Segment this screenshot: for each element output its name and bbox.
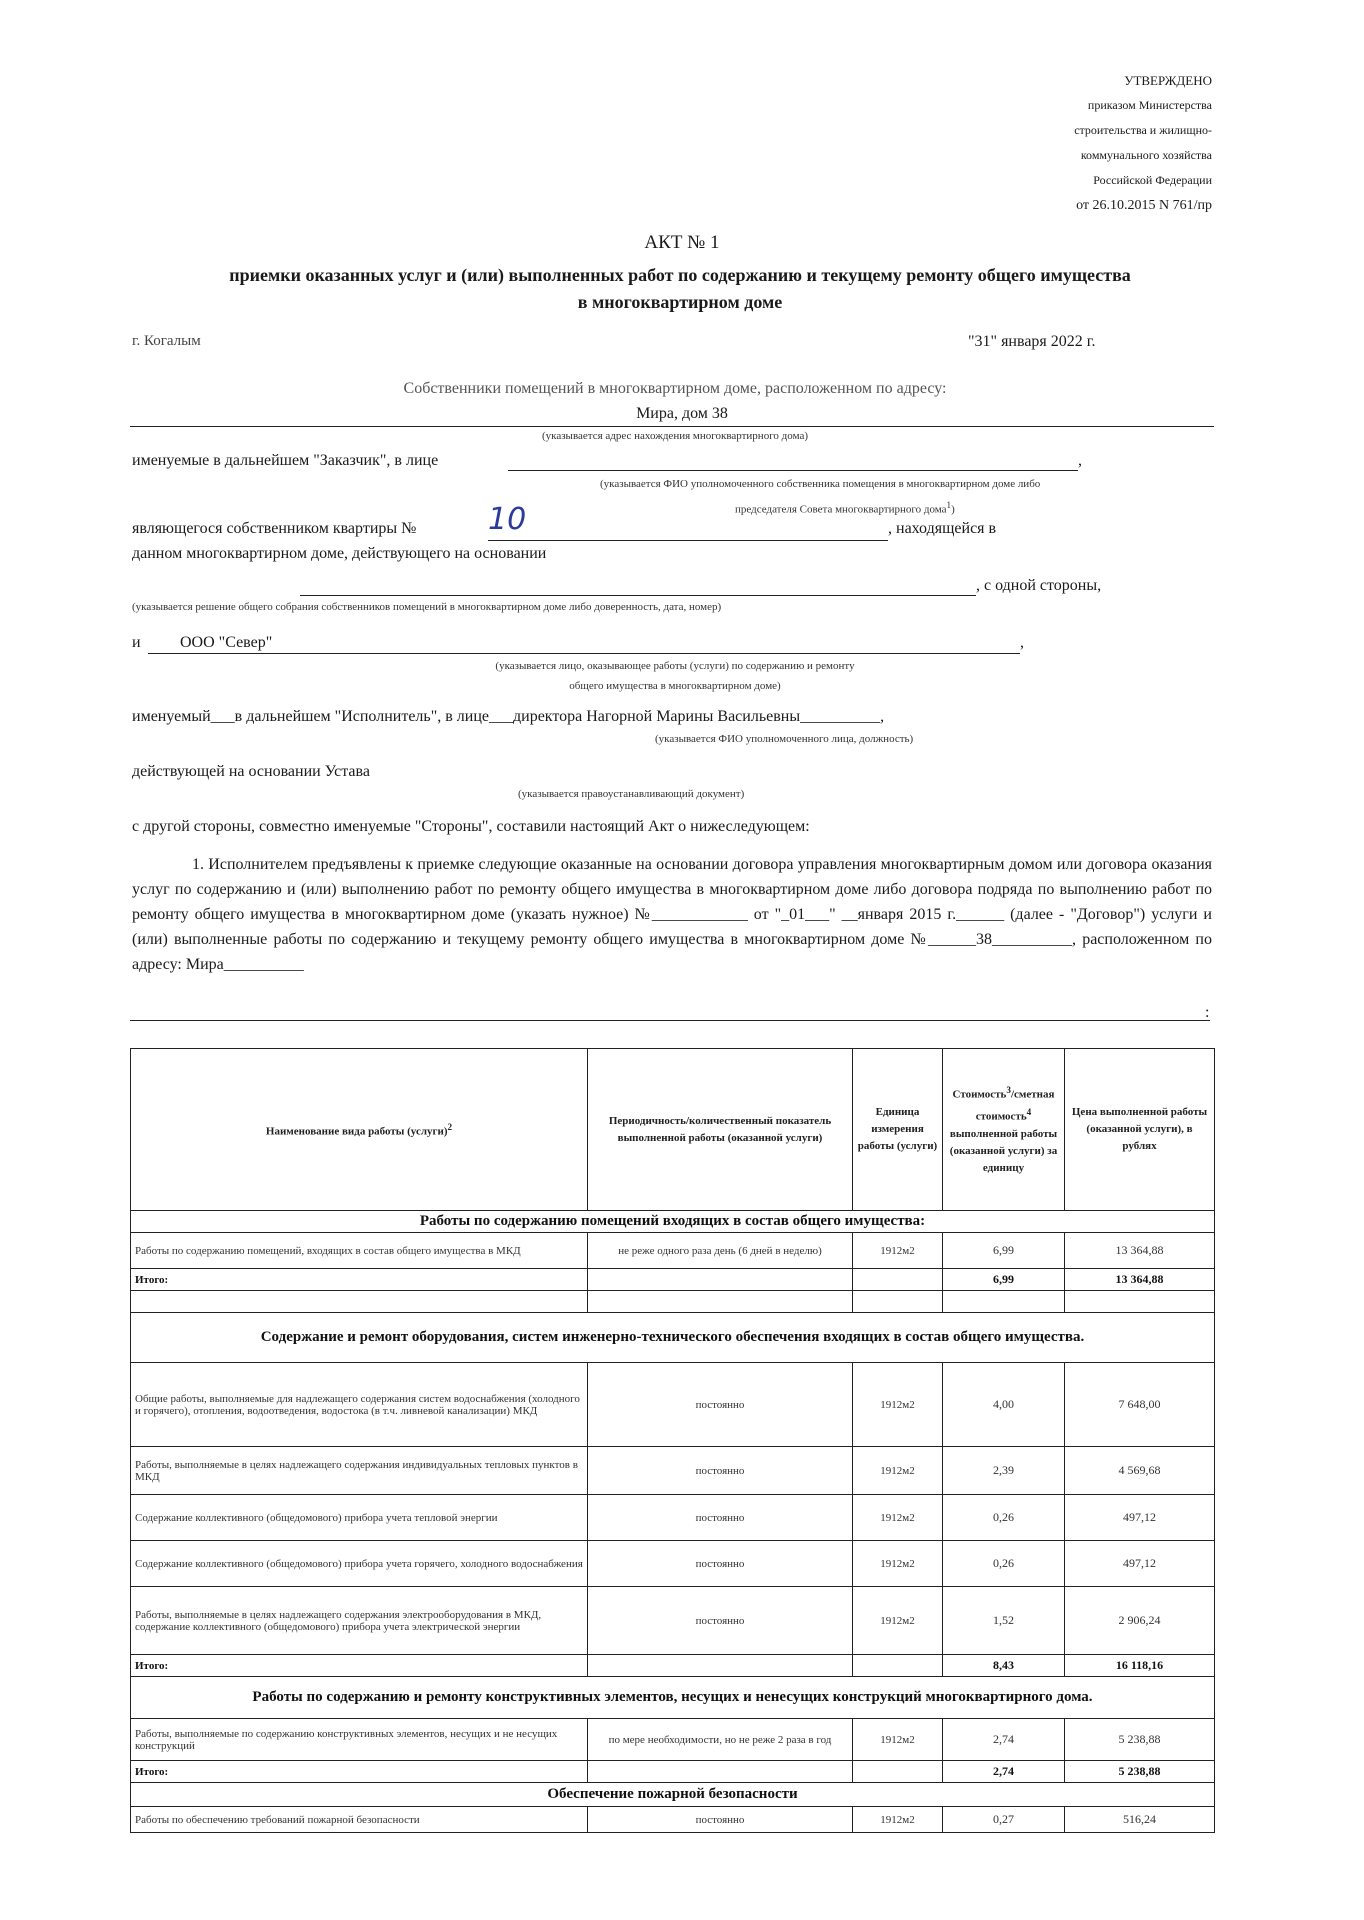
basis-hint: (указывается решение общего собрания собственников помещений в многоквартирном доме либо доверенность, дата, номер) [132, 601, 722, 613]
owner-apartment-text: являющегося собственником квартиры № [132, 520, 417, 537]
section-title: Работы по содержанию и ремонту конструктивных элементов, несущих и ненесущих конструкций многоквартирного дома. [131, 1677, 1215, 1719]
total-price: 13 364,88 [1065, 1269, 1215, 1291]
total-price: 16 118,16 [1065, 1655, 1215, 1677]
row-name: Содержание коллективного (общедомового) прибора учета горячего, холодного водоснабжения [131, 1541, 588, 1587]
approval-block [952, 68, 1212, 218]
customer-hint: (указывается ФИО уполномоченного собственника помещения в многоквартирном доме либо [600, 478, 1041, 490]
row-price: 2 906,24 [1065, 1587, 1215, 1655]
contractor-underline [148, 653, 1020, 654]
contractor-hint: общего имущества в многоквартирном доме) [569, 680, 781, 692]
approved-line: строительства и жилищно- [1074, 123, 1212, 137]
row-period: постоянно [588, 1541, 853, 1587]
row-name: Содержание коллективного (общедомового) прибора учета тепловой энергии [131, 1495, 588, 1541]
section-title: Обеспечение пожарной безопасности [131, 1783, 1215, 1807]
basis-underline [300, 595, 976, 596]
apartment-number: 10 [488, 502, 527, 537]
header-unit: Единица измерения работы (услуги) [853, 1049, 943, 1211]
header-name [131, 1049, 588, 1211]
row-cost: 0,26 [943, 1495, 1065, 1541]
row-price: 7 648,00 [1065, 1363, 1215, 1447]
header-period: Периодичность/количественный показатель выполненной работы (оказанной услуги) [588, 1049, 853, 1211]
table-row [131, 1807, 1215, 1833]
executor-hint: (указывается ФИО уполномоченного лица, должность) [655, 733, 914, 745]
header-cost-text: Стоимость [952, 1089, 1007, 1101]
total-label: Итого: [131, 1761, 588, 1783]
approved-line: Российской Федерации [1093, 173, 1212, 187]
row-price: 5 238,88 [1065, 1719, 1215, 1761]
footnote-mark: 2 [447, 1121, 453, 1132]
row-period: постоянно [588, 1363, 853, 1447]
total-cost: 2,74 [943, 1761, 1065, 1783]
header-cost [943, 1049, 1065, 1211]
apartment-underline [488, 540, 888, 541]
located-text: , находящейся в [888, 520, 997, 537]
table-row [131, 1447, 1215, 1495]
works-table [130, 1048, 1215, 1833]
header-price: Цена выполненной работы (оказанной услуги), в рублях [1065, 1049, 1215, 1211]
paragraph-1 [132, 852, 1212, 977]
basis-text: данном многоквартирном доме, действующего на основании [132, 545, 547, 562]
executor-text: именуемый___в дальнейшем "Исполнитель", в лице___директора Нагорной Марины Васильевны__________, [132, 708, 885, 725]
approved-heading: УТВЕРЖДЕНО [1124, 73, 1212, 88]
header-cost-text: /сметная стоимость [975, 1089, 1055, 1123]
footnote-mark: 4 [1026, 1107, 1032, 1117]
acting-hint: (указывается правоустанавливающий документ) [518, 788, 745, 800]
contractor-name: ООО "Север" [180, 634, 273, 651]
customer-hint: председателя Совета многоквартирного дома$^1$) [735, 500, 955, 516]
total-cost: 6,99 [943, 1269, 1065, 1291]
table-row [131, 1495, 1215, 1541]
row-price: 497,12 [1065, 1541, 1215, 1587]
row-cost: 0,27 [943, 1807, 1065, 1833]
approved-line: коммунального хозяйства [1080, 148, 1212, 162]
table-row [131, 1363, 1215, 1447]
act-date: "31" января 2022 г. [968, 333, 1096, 350]
row-period: постоянно [588, 1807, 853, 1833]
row-cost: 0,26 [943, 1541, 1065, 1587]
total-label: Итого: [131, 1269, 588, 1291]
row-price: 4 569,68 [1065, 1447, 1215, 1495]
customer-hint-text: председателя Совета многоквартирного дома [735, 503, 947, 516]
footnote-mark: 3 [1006, 1085, 1011, 1096]
total-row [131, 1761, 1215, 1783]
row-unit: 1912м2 [853, 1587, 943, 1655]
customer-underline [508, 470, 1078, 471]
owners-text: Собственники помещений в многоквартирном доме, расположенном по адресу: [403, 380, 947, 397]
address-line [130, 1020, 1210, 1021]
other-side-text: с другой стороны, совместно именуемые "Стороны", составили настоящий Акт о нижеследующем: [132, 818, 810, 835]
row-unit: 1912м2 [853, 1541, 943, 1587]
row-cost: 1,52 [943, 1587, 1065, 1655]
row-unit: 1912м2 [853, 1363, 943, 1447]
row-cost: 6,99 [943, 1233, 1065, 1269]
header-name-text: Наименование вида работы (услуги) [265, 1125, 448, 1138]
city: г. Когалым [132, 333, 201, 349]
row-period: постоянно [588, 1447, 853, 1495]
colon: : [1205, 1004, 1210, 1021]
header-cost-text: выполненной работы (оказанной услуги) за единицу [949, 1127, 1058, 1174]
and-text: и [132, 634, 141, 651]
row-unit: 1912м2 [853, 1233, 943, 1269]
act-title: АКТ № 1 [644, 232, 720, 253]
row-cost: 4,00 [943, 1363, 1065, 1447]
table-row [131, 1541, 1215, 1587]
row-name: Работы, выполняемые по содержанию конструктивных элементов, несущих и не несущих конструкций [131, 1719, 588, 1761]
row-period: по мере необходимости, но не реже 2 раза в год [588, 1719, 853, 1761]
table-row [131, 1719, 1215, 1761]
address-hint: (указывается адрес нахождения многоквартирного дома) [541, 430, 808, 442]
address-value: Мира, дом 38 [636, 405, 728, 422]
row-name: Работы, выполняемые в целях надлежащего содержания электрооборудования в МКД, содержание коллективного (общедомового) прибора учета электрической энергии [131, 1587, 588, 1655]
total-label: Итого: [131, 1655, 588, 1677]
act-subtitle-line: в многоквартирном доме [577, 292, 783, 312]
total-cost: 8,43 [943, 1655, 1065, 1677]
row-name: Работы по обеспечению требований пожарной безопасности [131, 1807, 588, 1833]
row-unit: 1912м2 [853, 1807, 943, 1833]
row-price: 497,12 [1065, 1495, 1215, 1541]
row-cost: 2,39 [943, 1447, 1065, 1495]
customer-text: именуемые в дальнейшем "Заказчик", в лице [132, 452, 439, 469]
row-unit: 1912м2 [853, 1447, 943, 1495]
address-underline [130, 426, 1214, 427]
row-name: Работы, выполняемые в целях надлежащего содержания индивидуальных тепловых пунктов в МКД [131, 1447, 588, 1495]
row-period: постоянно [588, 1495, 853, 1541]
total-row [131, 1655, 1215, 1677]
section-title: Работы по содержанию помещений входящих в состав общего имущества: [131, 1211, 1215, 1233]
row-unit: 1912м2 [853, 1495, 943, 1541]
row-cost: 2,74 [943, 1719, 1065, 1761]
row-name: Работы по содержанию помещений, входящих в состав общего имущества в МКД [131, 1233, 588, 1269]
contractor-hint: (указывается лицо, оказывающее работы (услуги) по содержанию и ремонту [495, 660, 855, 672]
footnote-mark: 1 [946, 500, 952, 510]
row-price: 516,24 [1065, 1807, 1215, 1833]
table-row [131, 1233, 1215, 1269]
approved-order: от 26.10.2015 N 761/пр [1076, 198, 1212, 213]
row-price: 13 364,88 [1065, 1233, 1215, 1269]
approved-line: приказом Министерства [1087, 98, 1212, 112]
total-price: 5 238,88 [1065, 1761, 1215, 1783]
paragraph-1-text: 1. Исполнителем предъявлены к приемке следующие оказанные на основании договора управления многоквартирным домом или договора оказания услуг по содержанию и (или) выполнению работ по ремонту общего имущества в многоквартирном доме либо договора подряда по выполнению работ по ремонту общего имущества в многоквартирном доме (указать нужное) №____________ от "_01___" __января 2015 г.______ (далее - "Договор") услуги и (или) выполненные работы по содержанию и текущему ремонту общего имущества в многоквартирном доме №______38__________, расположенном по адресу: Мира__________ [132, 856, 1212, 973]
row-period: не реже одного раза день (6 дней в неделю) [588, 1233, 853, 1269]
row-name: Общие работы, выполняемые для надлежащего содержания систем водоснабжения (холодного и горячего), отопления, водоотведения, водостока (в т.ч. ливневой канализации) МКД [131, 1363, 588, 1447]
acting-text: действующей на основании Устава [132, 763, 370, 780]
table-row [131, 1587, 1215, 1655]
row-period: постоянно [588, 1587, 853, 1655]
act-subtitle [130, 262, 1230, 316]
row-unit: 1912м2 [853, 1719, 943, 1761]
section-title: Содержание и ремонт оборудования, систем инженерно-технического обеспечения входящих в состав общего имущества. [131, 1313, 1215, 1363]
one-side-text: , с одной стороны, [976, 577, 1102, 594]
act-subtitle-line: приемки оказанных услуг и (или) выполненных работ по содержанию и текущему ремонту общего имущества [229, 265, 1131, 285]
total-row [131, 1269, 1215, 1291]
